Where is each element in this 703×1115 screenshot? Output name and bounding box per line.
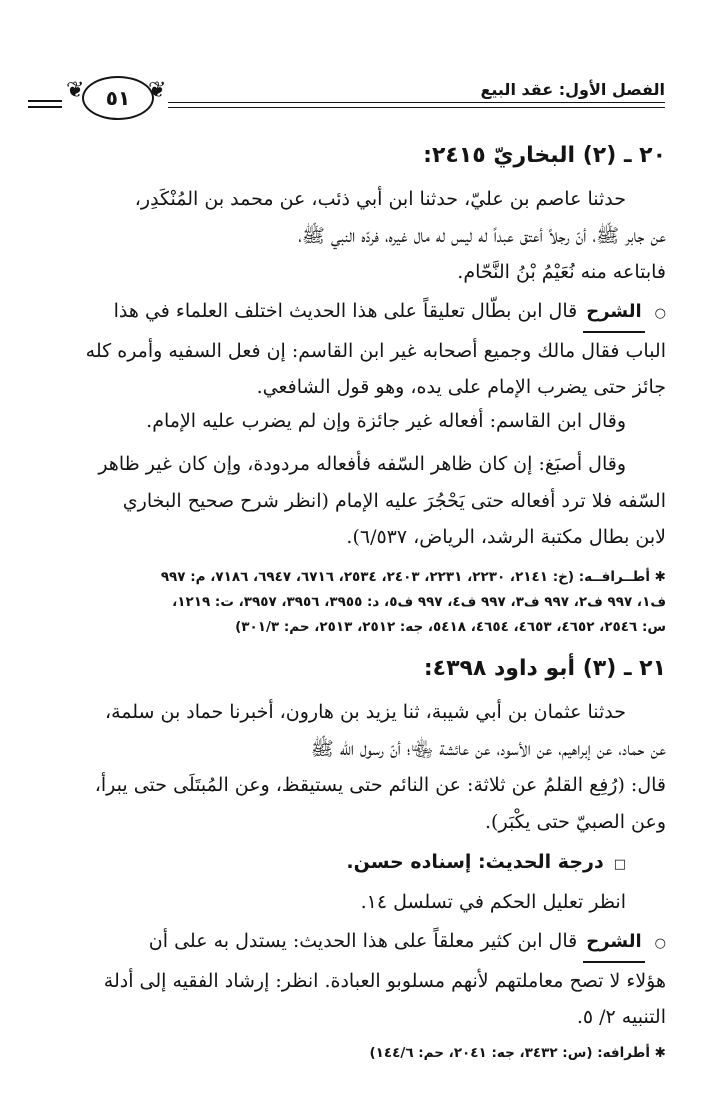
grade-line: □درجة الحديث: إسناده حسن.: [346, 851, 626, 873]
text-line: السّفه فلا ترد أفعاله حتى يَحْجُرَ عليه الإمام (انظر شرح صحيح البخاري: [122, 489, 666, 512]
hadith-20-qasim-paragraph: [40, 403, 666, 440]
text-line: لابن بطال مكتبة الرشد، الرياض، ٦/٥٣٧).: [346, 526, 666, 548]
hadith-20-asbagh-paragraph: [40, 446, 666, 556]
open-circle-bullet-icon: ○: [654, 936, 666, 951]
left-wreath-ornament-icon: ❦: [66, 78, 85, 103]
text-line: وقال ابن القاسم: أفعاله غير جائزة وإن لم يضرب عليه الإمام.: [146, 410, 626, 432]
sharh-line: ○الشرحقال ابن بطّال تعليقاً على هذا الحديث اختلف العلماء في هذا: [40, 293, 666, 333]
hadith-21-grade: [40, 844, 666, 920]
sharh-line: جائز حتى يضرب الإمام على يده، وهو قول الشافعي.: [256, 376, 666, 398]
footnote-line: ✱ أطرافه: (س: ٣٤٣٢، جه: ٢٠٤١، حم: ١٤٤/٦): [369, 1045, 666, 1061]
square-bullet-icon: □: [613, 857, 626, 872]
text-line: فابتاعه منه نُعَيْمُ بْنُ النَّحّام.: [457, 261, 666, 283]
hadith-20-sharh: [40, 293, 666, 406]
sharh-line: هؤلاء لا تصح معاملتهم لأنهم مسلوبو العبادة. انظر: إرشاد الفقيه إلى أدلة: [103, 969, 666, 992]
text-line: عن حماد، عن إبراهيم، عن الأسود، عن عائشة ﵄؛ أنّ رسول الله ﷺ: [310, 737, 666, 760]
sharh-line: ○الشرحقال ابن كثير معلقاً على هذا الحديث: يستدل به على أن: [40, 923, 666, 963]
sharh-line: الباب فقال مالك وجميع أصحابه غير ابن القاسم: إن فعل السفيه وأمره كله: [85, 339, 666, 362]
header-rule-top: [168, 102, 665, 103]
footnote-line: ف١، ٩٩٧ ف٢، ٩٩٧ ف٣، ٩٩٧ ف٤، ٩٩٧ ف٥، د: ٣٩٥٥، ٣٩٥٦، ٣٩٥٧، ت: ١٢١٩،: [172, 594, 666, 610]
text-line: عن جابر ﷺ، أنّ رجلاً أعتق عبداً له ليس له مال غيره، فردّه النبي ﷺ،: [298, 224, 666, 247]
hadith-21-text: [40, 694, 666, 840]
page-number: ٥١: [82, 76, 154, 120]
left-rule-bottom: [28, 106, 62, 108]
text-line: وعن الصبيّ حتى يكْبَر).: [485, 810, 666, 833]
sharh-label: الشرح: [583, 294, 644, 333]
text-line: قال: (رُفِع القلمُ عن ثلاثة: عن النائم حتى يستيقظ، وعن المُبتَلَى حتى يبرأ،: [94, 774, 666, 796]
footnote-line: ✱ أطــرافــه: (خ: ٢١٤١، ٢٢٣٠، ٢٢٣١، ٢٤٠٣، ٢٥٣٤، ٦٧١٦، ٦٩٤٧، ٧١٨٦، م: ٩٩٧: [160, 569, 666, 585]
running-title: الفصل الأول: عقد البيع: [480, 80, 665, 99]
hadith-21-atraf: [40, 1041, 666, 1066]
hadith-21-heading: ٢١ ـ (٣) أبو داود ٤٣٩٨:: [423, 656, 666, 681]
see-line: انظر تعليل الحكم في تسلسل ١٤.: [360, 890, 626, 913]
left-rule-top: [28, 100, 62, 102]
hadith-20-heading: ٢٠ ـ (٢) البخاريّ ٢٤١٥:: [423, 143, 666, 168]
page-header: [0, 70, 703, 130]
hadith-20-text: [40, 181, 666, 291]
right-wreath-ornament-icon: ❦: [148, 78, 167, 103]
hadith-20-atraf: [40, 565, 666, 640]
hadith-21-sharh: [40, 923, 666, 1036]
header-rule-bottom: [168, 107, 665, 108]
text-line: حدثنا عثمان بن أبي شيبة، ثنا يزيد بن هارون، أخبرنا حماد بن سلمة،: [104, 701, 626, 723]
open-circle-bullet-icon: ○: [654, 306, 666, 321]
footnote-line: س: ٢٥٤٦، ٤٦٥٢، ٤٦٥٣، ٤٦٥٤، ٥٤١٨، جه: ٢٥١٢، ٢٥١٣، حم: ٣٠١/٣): [235, 619, 666, 635]
text-line: وقال أصبَغ: إن كان ظاهر السّفه فأفعاله مردودة، وإن كان غير ظاهر: [98, 453, 626, 475]
text-line: حدثنا عاصم بن عليّ، حدثنا ابن أبي ذئب، عن محمد بن المُنْكَدِر،: [134, 188, 626, 210]
sharh-label: الشرح: [583, 924, 644, 963]
sharh-line: التنبيه ٢/ ٥.: [576, 1006, 666, 1028]
